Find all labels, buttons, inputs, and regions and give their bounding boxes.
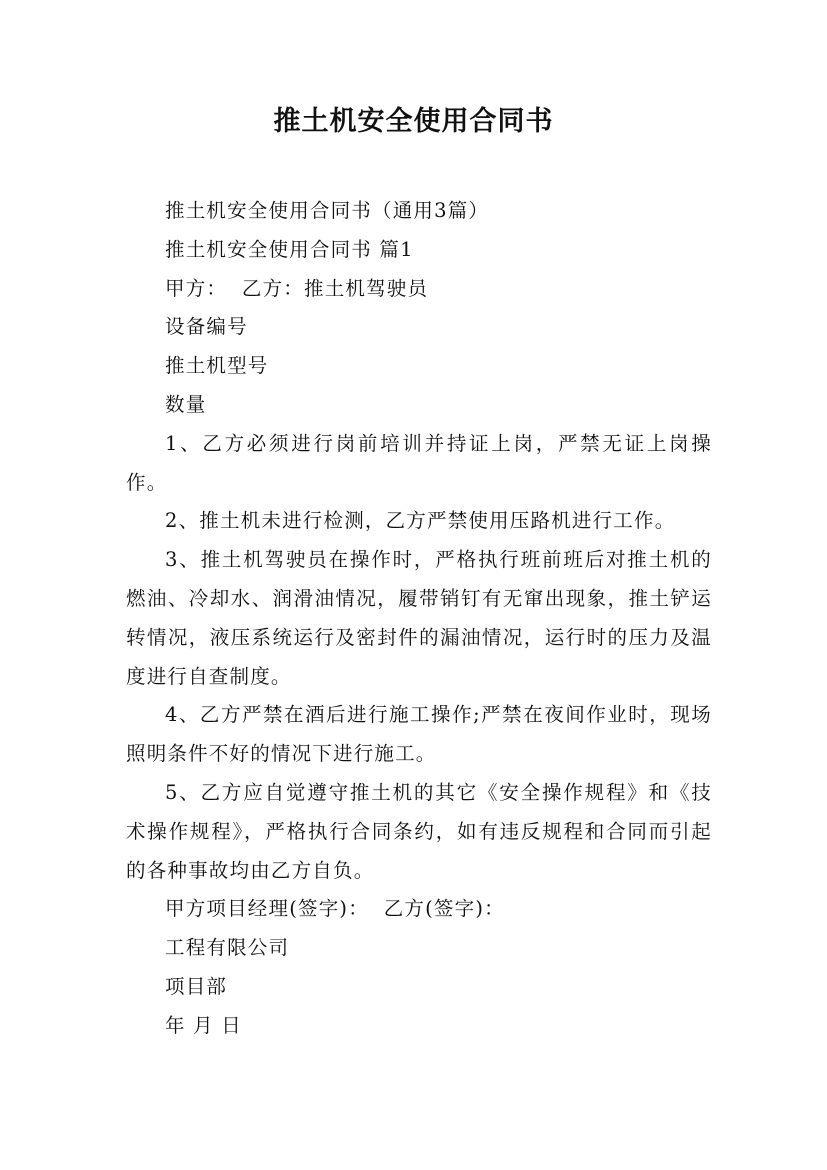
clause-1: 1、乙方必须进行岗前培训并持证上岗，严禁无证上岗操作。: [126, 431, 712, 494]
document-title: 推土机安全使用合同书: [273, 106, 554, 137]
quantity-line: 数量: [165, 392, 207, 416]
signature-line: 甲方项目经理(签字)： 乙方(签字)：: [165, 897, 505, 921]
company-line: 工程有限公司: [165, 936, 290, 960]
model-line: 推土机型号: [165, 354, 269, 378]
clause-5: 5、乙方应自觉遵守推土机的其它《安全操作规程》和《技术操作规程》，严格执行合同条约，如有违反规程和合同而引起的各种事故均由乙方自负。: [126, 780, 712, 882]
date-line: 年 月 日: [165, 1013, 242, 1037]
department-line: 项目部: [165, 974, 228, 998]
section-heading: 推土机安全使用合同书 篇1: [165, 237, 414, 261]
parties-line: 甲方： 乙方：推土机驾驶员: [165, 276, 429, 300]
subtitle-line: 推土机安全使用合同书（通用3篇）: [165, 199, 490, 222]
equipment-number-line: 设备编号: [165, 315, 248, 339]
clause-4: 4、乙方严禁在酒后进行施工操作;严禁在夜间作业时，现场照明条件不好的情况下进行施工。: [126, 703, 712, 766]
document-body: [126, 192, 712, 1046]
clause-3: 3、推土机驾驶员在操作时，严格执行班前班后对推土机的燃油、冷却水、润滑油情况，履带销钉有无窜出现象，推土铲运转情况，液压系统运行及密封件的漏油情况，运行时的压力及温度进行自查制度。: [126, 548, 712, 688]
clause-2: 2、推土机未进行检测，乙方严禁使用压路机进行工作。: [165, 509, 676, 533]
